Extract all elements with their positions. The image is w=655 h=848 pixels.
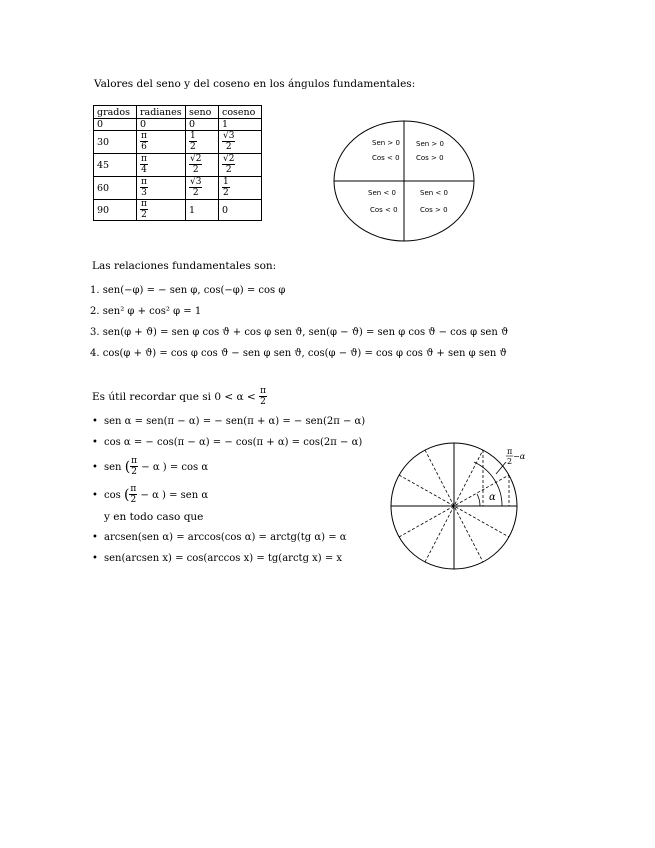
table-row xyxy=(94,177,262,200)
inverse-1: • arcsen(sen α) = arccos(cos α) = arctg(tg α) = α xyxy=(92,532,347,543)
inverse-2: • sen(arcsen x) = cos(arccos x) = tg(arctg x) = x xyxy=(92,553,343,564)
quadrant-sign-diagram xyxy=(332,119,476,245)
svg-text:2: 2 xyxy=(507,457,513,466)
identity-cos: • cos α = − cos(π − α) = − cos(π + α) = cos(2π − α) xyxy=(92,437,363,448)
q2-cos-label: Cos < 0 xyxy=(372,154,400,162)
header-coseno: coseno xyxy=(219,106,262,119)
table-row xyxy=(94,154,262,177)
cell-rad: 0 xyxy=(137,119,186,131)
cofunction-sen: • sen ( $\frac{\pi}{2}$ − α ) = cos α xyxy=(92,456,209,477)
q3-cos-label: Cos < 0 xyxy=(370,206,398,214)
header-seno: seno xyxy=(186,106,219,119)
cell-deg: 60 xyxy=(94,177,137,200)
table-row xyxy=(94,200,262,221)
header-radianes: radianes xyxy=(137,106,186,119)
cell-sin: $\frac{1}{2}$ xyxy=(186,131,219,154)
relations-title: Las relaciones fundamentales son: xyxy=(92,260,277,272)
cofunction-cos: • cos ( $\frac{\pi}{2}$ − α ) = sen α xyxy=(92,484,209,505)
complement-label xyxy=(506,447,525,466)
cell-sin: $\frac{√3}{2}$ xyxy=(186,177,219,200)
header-grados: grados xyxy=(94,106,137,119)
table-row xyxy=(94,131,262,154)
cell-rad: $\frac{\pi}{6}$ xyxy=(137,131,186,154)
cell-cos: 0 xyxy=(219,200,262,221)
relation-1: 1. sen(−φ) = − sen φ, cos(−φ) = cos φ xyxy=(90,285,286,296)
cell-cos: $\frac{√2}{2}$ xyxy=(219,154,262,177)
table-row xyxy=(94,119,262,131)
q3-sen-label: Sen < 0 xyxy=(368,189,396,197)
cell-cos: $\frac{1}{2}$ xyxy=(219,177,262,200)
svg-text:−α: −α xyxy=(513,452,525,461)
q1-sen-label: Sen > 0 xyxy=(416,140,444,148)
cell-sin: $\frac{√2}{2}$ xyxy=(186,154,219,177)
cell-rad: $\frac{\pi}{4}$ xyxy=(137,154,186,177)
table-header-row xyxy=(94,106,262,119)
relation-2: 2. sen² φ + cos² φ = 1 xyxy=(90,306,202,317)
cell-deg: 90 xyxy=(94,200,137,221)
values-title: Valores del seno y del coseno en los ángulos fundamentales: xyxy=(94,78,416,90)
cell-sin: 1 xyxy=(186,200,219,221)
q2-sen-label: Sen > 0 xyxy=(372,139,400,147)
cell-deg: 45 xyxy=(94,154,137,177)
cell-cos: $\frac{√3}{2}$ xyxy=(219,131,262,154)
cell-rad: $\frac{\pi}{2}$ xyxy=(137,200,186,221)
relation-3: 3. sen(φ + ϑ) = sen φ cos ϑ + cos φ sen ϑ, sen(φ − ϑ) = sen φ cos ϑ − cos φ sen ϑ xyxy=(90,327,509,338)
svg-text:π: π xyxy=(507,447,513,456)
recall-fraction: $\frac{\pi}{2}$ xyxy=(260,386,266,407)
alpha-arc xyxy=(477,494,480,506)
recall-text: Es útil recordar que si 0 < α < xyxy=(92,391,256,403)
values-table xyxy=(93,105,262,221)
cell-sin: 0 xyxy=(186,119,219,131)
cell-cos: 1 xyxy=(219,119,262,131)
caveat-text: y en todo caso que xyxy=(104,511,204,523)
q4-cos-label: Cos > 0 xyxy=(420,206,448,214)
relation-4: 4. cos(φ + ϑ) = cos φ cos ϑ − sen φ sen ϑ, cos(φ − ϑ) = cos φ cos ϑ + sen φ sen ϑ xyxy=(90,348,507,359)
complement-arc xyxy=(474,462,502,506)
q1-cos-label: Cos > 0 xyxy=(416,154,444,162)
cell-rad: $\frac{\pi}{3}$ xyxy=(137,177,186,200)
alpha-label: α xyxy=(489,492,496,503)
recall-line xyxy=(92,387,267,407)
q4-sen-label: Sen < 0 xyxy=(420,189,448,197)
identity-sen: • sen α = sen(π − α) = − sen(π + α) = − sen(2π − α) xyxy=(92,416,366,427)
cell-deg: 0 xyxy=(94,119,137,131)
unit-circle-diagram xyxy=(385,440,525,570)
cell-deg: 30 xyxy=(94,131,137,154)
